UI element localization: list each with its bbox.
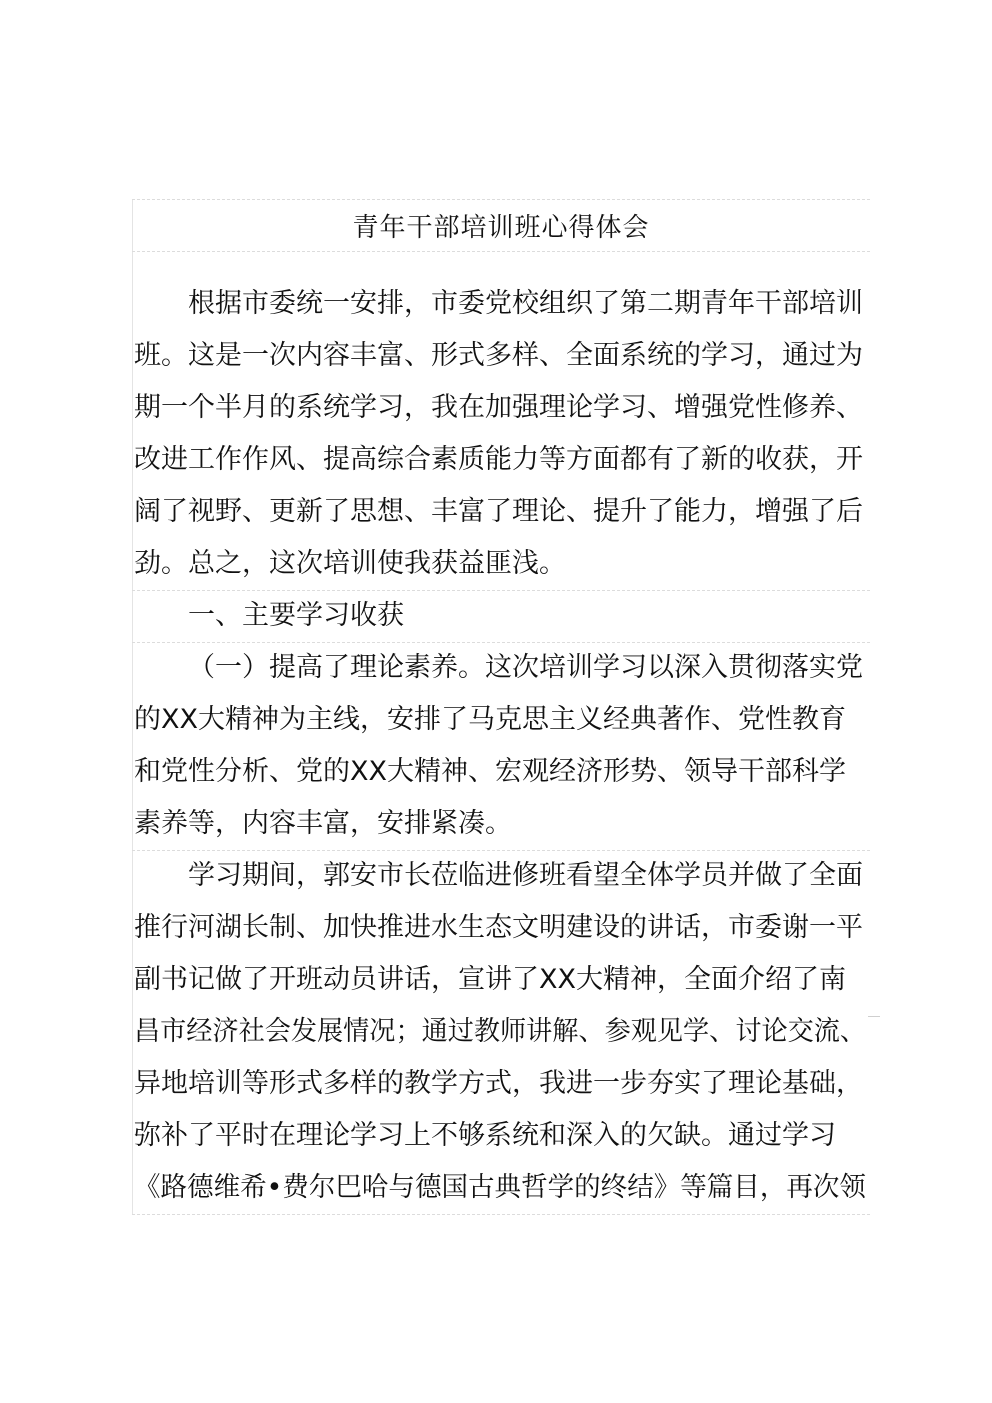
- paragraph-line: 阔了视野、更新了思想、丰富了理论、提升了能力，增强了后: [134, 496, 863, 527]
- document-title: 青年干部培训班心得体会: [352, 213, 650, 243]
- page-frame-left-rule: [132, 199, 133, 1214]
- paragraph-line: 昌市经济社会发展情况；通过教师讲解、参观见学、讨论交流、: [134, 1016, 867, 1047]
- paragraph-line: 推行河湖长制、加快推进水生态文明建设的讲话，市委谢一平: [134, 912, 863, 943]
- paragraph-line: 弥补了平时在理论学习上不够系统和深入的欠缺。通过学习: [134, 1120, 836, 1151]
- paragraph-line: 《路德维希•费尔巴哈与德国古典哲学的终结》等篇目，再次领: [134, 1172, 866, 1203]
- paragraph-line: 班。这是一次内容丰富、形式多样、全面系统的学习，通过为: [134, 340, 863, 371]
- paragraph-line: 异地培训等形式多样的教学方式，我进一步夯实了理论基础，: [134, 1068, 863, 1099]
- paragraph-line: 根据市委统一安排，市委党校组织了第二期青年干部培训: [188, 288, 863, 319]
- paragraph-line: 学习期间，郭安市长莅临进修班看望全体学员并做了全面: [188, 860, 863, 891]
- paragraph-line: 素养等，内容丰富，安排紧凑。: [134, 808, 512, 839]
- paragraph-line: 副书记做了开班动员讲话，宣讲了XX大精神，全面介绍了南: [134, 964, 846, 995]
- section-heading: 一、主要学习收获: [188, 600, 404, 631]
- margin-tick-mark: [868, 1016, 880, 1017]
- paragraph-line: 和党性分析、党的XX大精神、宏观经济形势、领导干部科学: [134, 756, 846, 787]
- paragraph-line: （一）提高了理论素养。这次培训学习以深入贯彻落实党: [188, 652, 863, 683]
- title-bottom-rule: [132, 251, 870, 252]
- paragraph-line: 改进工作作风、提高综合素质能力等方面都有了新的收获，开: [134, 444, 863, 475]
- page-bottom-rule: [132, 1214, 870, 1215]
- title-top-rule: [132, 199, 870, 200]
- paragraph-line: 劲。总之，这次培训使我获益匪浅。: [134, 548, 566, 579]
- paragraph-line: 的XX大精神为主线，安排了马克思主义经典著作、党性教育: [134, 704, 846, 735]
- paragraph-line: 期一个半月的系统学习，我在加强理论学习、增强党性修养、: [134, 392, 863, 423]
